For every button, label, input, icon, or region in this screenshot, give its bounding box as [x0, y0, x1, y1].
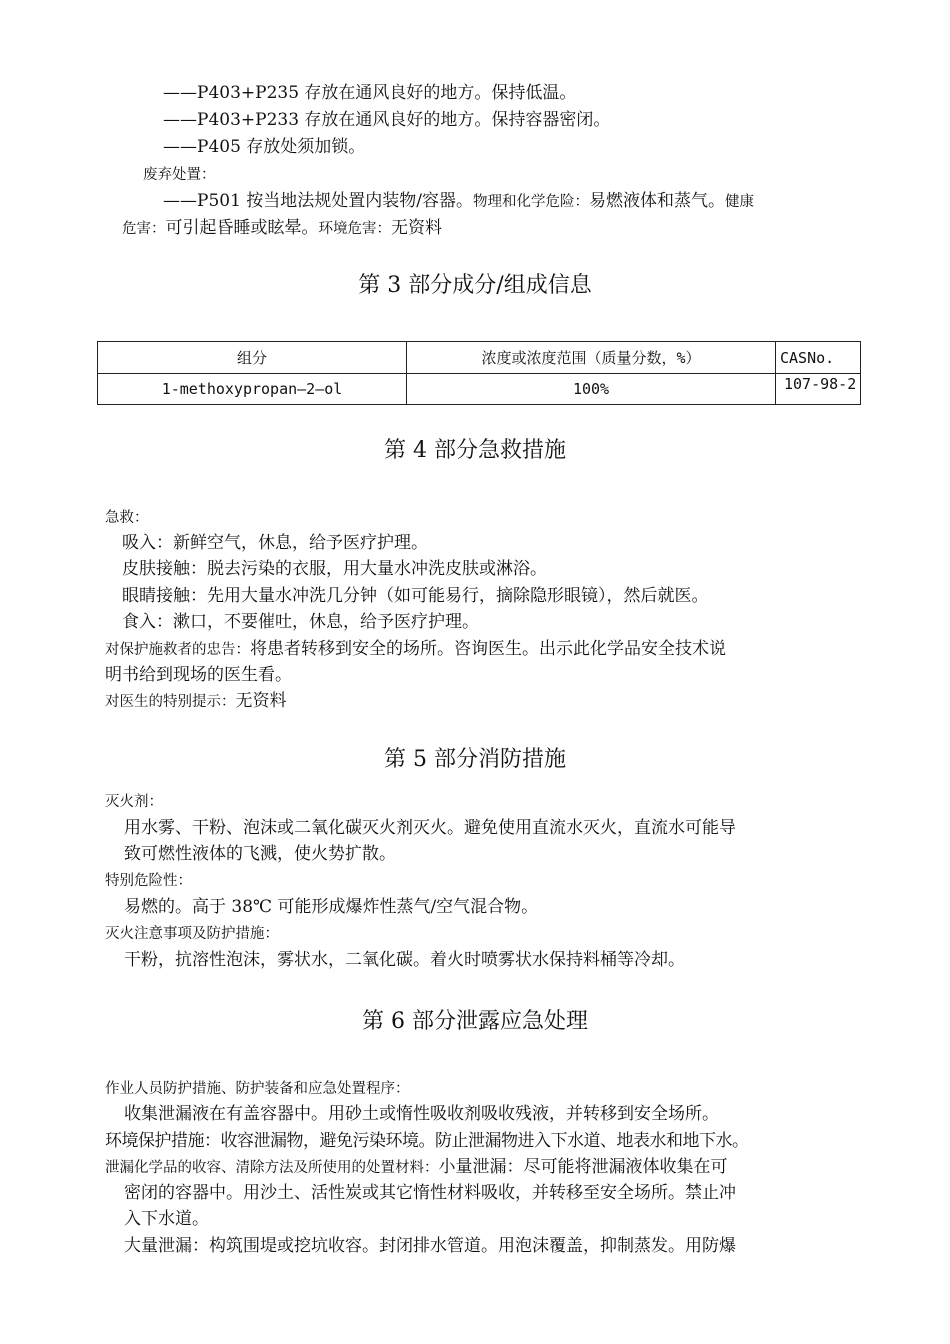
disposal-title: 废弃处置： [143, 167, 216, 183]
first-aid-ingest: 食入：漱口，不要催吐，休息，给予医疗护理。 [122, 612, 479, 632]
rescuer-text: 将患者转移到安全的场所。咨询医生。出示此化学品安全技术说 [250, 639, 726, 659]
cleanup-label: 泄漏化学品的收容、清除方法及所使用的处置材料： [105, 1160, 439, 1176]
env-protection [105, 1130, 749, 1152]
cleanup-line2: 密闭的容器中。用沙土、活性炭或其它惰性材料吸收，并转移至安全场所。禁止冲 [124, 1183, 736, 1203]
extinguisher-text-1: 用水雾、干粉、泡沫或二氧化碳灭火剂灭火。避免使用直流水灭火，直流水可能导 [124, 818, 736, 838]
table-header-cell: CASNo. [776, 342, 861, 374]
first-aid-label: 急救： [105, 510, 149, 526]
env-hazard-label: 环境危害： [318, 221, 391, 237]
table-header-row [98, 342, 861, 374]
storage-p405: ——P405 存放处须加锁。 [163, 137, 366, 157]
section6-heading: 第 6 部分泄露应急处理 [362, 1009, 588, 1034]
phys-chem-label: 物理和化学危险： [473, 194, 590, 210]
cleanup-small-spill: 小量泄漏：尽可能将泄漏液体收集在可 [438, 1157, 728, 1177]
special-hazard-text: 易燃的。高于 38℃ 可能形成爆炸性蒸气/空气混合物。 [124, 897, 539, 917]
table-row [98, 374, 861, 405]
rescuer-advice-line1 [105, 638, 726, 661]
rescuer-advice-line2: 明书给到现场的医生看。 [105, 665, 292, 685]
disposal-p501-line1 [163, 190, 754, 213]
p501-text: ——P501 按当地法规处置内装物/容器。 [163, 191, 474, 211]
table-cell: 100% [407, 374, 776, 405]
disposal-p501-line2 [122, 217, 442, 240]
first-aid-skin: 皮肤接触：脱去污染的衣服，用大量水冲洗皮肤或淋浴。 [122, 559, 547, 579]
section3-heading: 第 3 部分成分/组成信息 [358, 273, 592, 298]
storage-p403-233: ——P403+P233 存放在通风良好的地方。保持容器密闭。 [163, 110, 611, 130]
composition-table [97, 341, 861, 405]
extinguisher-label: 灭火剂： [105, 794, 163, 810]
firefighting-notes-label: 灭火注意事项及防护措施： [105, 926, 279, 942]
health-value: 可引起昏睡或眩晕。 [165, 218, 319, 238]
first-aid-inhale: 吸入：新鲜空气，休息，给予医疗护理。 [122, 533, 428, 553]
first-aid-eye: 眼睛接触：先用大量水冲洗几分钟（如可能易行，摘除隐形眼镜），然后就医。 [122, 586, 709, 606]
extinguisher-text-2: 致可燃性液体的飞溅，使火势扩散。 [124, 844, 396, 864]
storage-p403-235: ——P403+P235 存放在通风良好的地方。保持低温。 [163, 83, 577, 103]
table-cell [776, 374, 861, 405]
doctor-text: 无资料 [235, 691, 287, 711]
doctor-label: 对医生的特别提示： [105, 694, 236, 710]
cleanup-line3: 入下水道。 [124, 1209, 209, 1229]
personnel-label: 作业人员防护措施、防护装备和应急处置程序： [105, 1081, 410, 1097]
section5-heading: 第 5 部分消防措施 [384, 747, 566, 772]
table-cell: 1-methoxypropan—2—ol [98, 374, 407, 405]
large-spill-text: 大量泄漏：构筑围堤或挖坑收容。封闭排水管道。用泡沫覆盖，抑制蒸发。用防爆 [124, 1236, 736, 1256]
rescuer-label: 对保护施救者的忠告： [105, 642, 250, 658]
cas-number: 107-98-2 [784, 375, 856, 393]
table-header-cell: 浓度或浓度范围（质量分数，%） [407, 342, 776, 374]
cleanup-line1 [105, 1156, 728, 1179]
cas-wrapper [780, 374, 856, 404]
phys-chem-value: 易燃液体和蒸气。 [589, 191, 726, 211]
env-protection-text: 环境保护措施：收容泄漏物，避免污染环境。防止泄漏物进入下水道、地表水和地下水。 [105, 1131, 749, 1151]
personnel-text: 收集泄漏液在有盖容器中。用砂土或惰性吸收剂吸收残液，并转移到安全场所。 [124, 1104, 719, 1124]
health-label-b: 危害： [122, 221, 166, 237]
table-header-cell: 组分 [98, 342, 407, 374]
firefighting-notes-text: 干粉，抗溶性泡沫，雾状水，二氧化碳。着火时喷雾状水保持料桶等冷却。 [124, 950, 685, 970]
doctor-note [105, 690, 287, 713]
special-hazard-label: 特别危险性： [105, 873, 192, 889]
section4-heading: 第 4 部分急救措施 [384, 438, 566, 463]
health-label-a: 健康 [725, 194, 755, 210]
env-hazard-value: 无资料 [391, 218, 442, 238]
